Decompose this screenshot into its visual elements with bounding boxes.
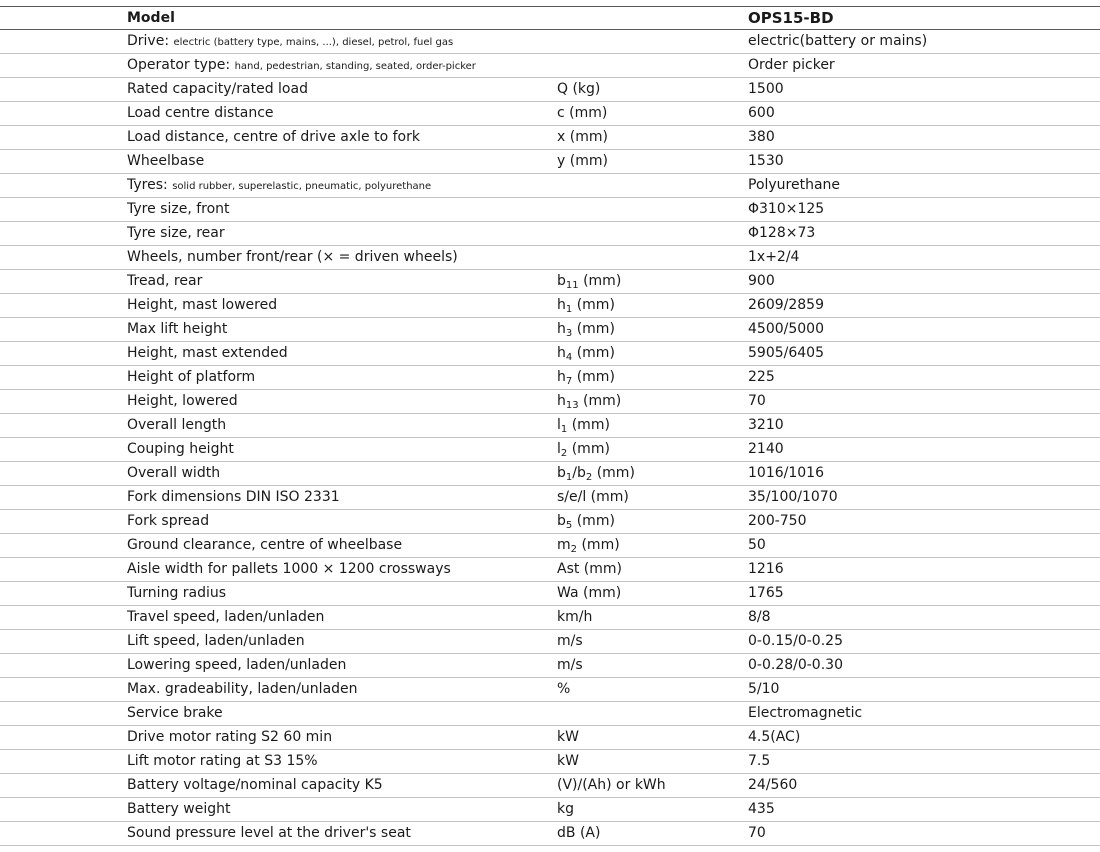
row-value: Φ128×73 [748, 225, 816, 241]
row-unit-unit-suffix: (mm) [572, 321, 615, 337]
row-label [127, 246, 458, 269]
table-row [0, 126, 1100, 150]
row-unit-unit-sub: 2 [560, 448, 568, 459]
row-unit [557, 606, 592, 629]
row-label [127, 510, 209, 533]
table-row [0, 318, 1100, 342]
table-row [0, 678, 1100, 702]
table-row [0, 534, 1100, 558]
row-unit [557, 126, 608, 149]
row-value: 600 [748, 105, 775, 121]
row-unit-unit: Ast (mm) [557, 561, 623, 577]
row-label-text: Height of platform [127, 369, 256, 385]
row-label [127, 678, 358, 701]
row-label-text: Ground clearance, centre of wheelbase [127, 537, 403, 553]
row-unit-unit: kg [557, 801, 574, 817]
row-unit-unit: l [557, 417, 561, 433]
spec-table [0, 6, 1100, 846]
row-label-text: Couping height [127, 441, 234, 457]
row-value: 4.5(AC) [748, 729, 801, 745]
table-row [0, 414, 1100, 438]
row-unit-unit: m/s [557, 633, 583, 649]
row-unit-unit-suffix: (mm) [577, 537, 620, 553]
row-label [127, 534, 402, 557]
header-model-label: Model [127, 10, 175, 26]
row-label-text: Lowering speed, laden/unladen [127, 657, 347, 673]
row-unit-unit: h [557, 393, 566, 409]
row-value: 1x+2/4 [748, 249, 800, 265]
row-unit [557, 294, 615, 317]
row-unit [557, 558, 622, 581]
row-unit [557, 150, 608, 173]
row-label-text: Load distance, centre of drive axle to fork [127, 129, 420, 145]
row-unit-unit-sub: 1 [560, 424, 568, 435]
row-label-text: Overall width [127, 465, 221, 481]
row-label [127, 822, 411, 845]
row-value: 4500/5000 [748, 321, 824, 337]
table-row [0, 462, 1100, 486]
table-row [0, 438, 1100, 462]
row-label [127, 294, 277, 317]
row-unit [557, 774, 666, 797]
row-label [127, 582, 226, 605]
row-unit-unit-suffix: (mm) [567, 441, 610, 457]
header-model-value: OPS15-BD [748, 9, 834, 27]
row-label-text: Travel speed, laden/unladen [127, 609, 325, 625]
row-label-text: Height, mast extended [127, 345, 288, 361]
row-unit [557, 414, 610, 437]
row-unit-unit: y (mm) [557, 153, 608, 169]
table-row [0, 558, 1100, 582]
row-value: 70 [748, 825, 766, 841]
table-row [0, 270, 1100, 294]
row-unit-unit: (V)/(Ah) or kWh [557, 777, 666, 793]
row-unit-unit-suffix: (mm) [572, 297, 615, 313]
row-label-text: Tyre size, rear [127, 225, 225, 241]
row-label-text: Load centre distance [127, 105, 274, 121]
row-label-text: Rated capacity/rated load [127, 81, 308, 97]
row-value: 200-750 [748, 513, 807, 529]
row-unit-unit-sub: 7 [565, 376, 573, 387]
row-unit-unit: h [557, 369, 566, 385]
row-unit-unit: Q (kg) [557, 81, 601, 97]
row-label [127, 558, 451, 581]
row-label [127, 150, 204, 173]
row-value: 1765 [748, 585, 784, 601]
row-unit-unit-mid: /b [572, 465, 586, 481]
row-label [127, 798, 230, 821]
row-value: 900 [748, 273, 775, 289]
row-unit [557, 342, 615, 365]
row-label [127, 318, 227, 341]
row-label-text: Battery voltage/nominal capacity K5 [127, 777, 383, 793]
row-value: 0-0.28/0-0.30 [748, 657, 843, 673]
row-unit [557, 366, 615, 389]
table-row [0, 822, 1100, 846]
row-label [127, 102, 274, 125]
row-value: 1016/1016 [748, 465, 824, 481]
row-label-text: Height, lowered [127, 393, 238, 409]
row-unit [557, 750, 579, 773]
row-value: Φ310×125 [748, 201, 825, 217]
row-label-text: Sound pressure level at the driver's seat [127, 825, 411, 841]
row-value: 1530 [748, 153, 784, 169]
row-unit-unit-sub: 11 [565, 280, 579, 291]
table-row [0, 510, 1100, 534]
row-unit-unit: m [557, 537, 571, 553]
row-unit [557, 78, 600, 101]
row-unit [557, 318, 615, 341]
row-unit-unit-suffix: (mm) [578, 273, 622, 289]
table-row [0, 102, 1100, 126]
row-value: 380 [748, 129, 775, 145]
row-unit-unit: kW [557, 729, 579, 745]
row-unit-unit-suffix: (mm) [572, 513, 615, 529]
row-unit-unit-sub: 1 [565, 472, 573, 483]
row-label-text: Tyres: [127, 177, 168, 193]
row-value: 0-0.15/0-0.25 [748, 633, 843, 649]
table-row [0, 750, 1100, 774]
row-unit-unit: c (mm) [557, 105, 608, 121]
row-label [127, 774, 383, 797]
row-unit-unit: h [557, 345, 566, 361]
row-unit-unit: Wa (mm) [557, 585, 622, 601]
row-unit [557, 462, 635, 485]
row-unit-unit: h [557, 297, 566, 313]
table-body [0, 30, 1100, 846]
table-row [0, 630, 1100, 654]
row-unit-unit-sub: 13 [565, 400, 579, 411]
row-value: 435 [748, 801, 775, 817]
row-value: Order picker [748, 57, 835, 73]
row-label-text: Lift speed, laden/unladen [127, 633, 305, 649]
row-value: 24/560 [748, 777, 798, 793]
row-label [127, 726, 332, 749]
row-label-text: Tyre size, front [127, 201, 230, 217]
row-value: 70 [748, 393, 766, 409]
row-unit [557, 630, 583, 653]
table-row [0, 78, 1100, 102]
row-label-text: Drive motor rating S2 60 min [127, 729, 333, 745]
row-label-text: Battery weight [127, 801, 231, 817]
row-label-text: Height, mast lowered [127, 297, 278, 313]
row-label-note: hand, pedestrian, standing, seated, order-picker [234, 61, 476, 72]
table-row [0, 774, 1100, 798]
row-unit [557, 390, 621, 413]
table-row [0, 342, 1100, 366]
row-unit-unit: b [557, 513, 566, 529]
row-unit-unit: b [557, 465, 566, 481]
row-unit-unit: kW [557, 753, 579, 769]
table-row [0, 54, 1100, 78]
row-unit-unit-suffix: (mm) [572, 345, 615, 361]
table-row [0, 198, 1100, 222]
row-unit-unit: h [557, 321, 566, 337]
table-row [0, 606, 1100, 630]
row-label-text: Operator type: [127, 57, 231, 73]
row-label [127, 630, 305, 653]
table-row [0, 582, 1100, 606]
row-unit-unit: m/s [557, 657, 583, 673]
row-unit-unit-suffix: (mm) [572, 369, 615, 385]
row-unit [557, 582, 621, 605]
row-label-text: Fork dimensions DIN ISO 2331 [127, 489, 340, 505]
row-label [127, 174, 431, 198]
table-row [0, 486, 1100, 510]
row-unit [557, 678, 570, 701]
row-value: 5/10 [748, 681, 780, 697]
row-value: 3210 [748, 417, 784, 433]
table-row [0, 366, 1100, 390]
row-value: 5905/6405 [748, 345, 824, 361]
row-label [127, 606, 324, 629]
row-unit-unit: x (mm) [557, 129, 608, 145]
row-unit-unit: dB (A) [557, 825, 601, 841]
row-value: 1500 [748, 81, 784, 97]
row-unit-unit-sub: 1 [565, 304, 573, 315]
row-label-text: Turning radius [127, 585, 227, 601]
row-label [127, 366, 255, 389]
row-value: 35/100/1070 [748, 489, 838, 505]
table-row [0, 390, 1100, 414]
row-label [127, 414, 226, 437]
row-label [127, 462, 220, 485]
row-unit-unit-suffix: (mm) [592, 465, 635, 481]
row-label-text: Wheelbase [127, 153, 205, 169]
row-label [127, 438, 234, 461]
row-unit-unit-sub: 5 [565, 520, 573, 531]
row-unit [557, 726, 579, 749]
table-row [0, 798, 1100, 822]
row-label-text: Wheels, number front/rear (× = driven wheels) [127, 249, 458, 265]
row-label-text: Service brake [127, 705, 223, 721]
row-value: Polyurethane [748, 177, 841, 193]
row-label-note: electric (battery type, mains, ...), diesel, petrol, fuel gas [173, 37, 454, 48]
row-label [127, 198, 230, 221]
row-label [127, 654, 346, 677]
row-unit [557, 534, 620, 557]
row-value: 8/8 [748, 609, 771, 625]
row-unit [557, 102, 607, 125]
row-value: 2609/2859 [748, 297, 824, 313]
row-value: 50 [748, 537, 766, 553]
row-label-text: Overall length [127, 417, 227, 433]
table-row [0, 222, 1100, 246]
row-label-text: Drive: [127, 33, 170, 49]
row-unit [557, 486, 629, 509]
row-label-text: Aisle width for pallets 1000 × 1200 crossways [127, 561, 451, 577]
row-unit-unit: s/e/l (mm) [557, 489, 629, 505]
row-unit [557, 438, 610, 461]
table-row [0, 654, 1100, 678]
row-unit [557, 510, 615, 533]
row-value: 225 [748, 369, 775, 385]
table-row [0, 246, 1100, 270]
row-label [127, 126, 420, 149]
row-unit [557, 270, 621, 293]
row-unit-unit-sub: 3 [565, 328, 573, 339]
table-row [0, 174, 1100, 198]
row-label-text: Lift motor rating at S3 15% [127, 753, 318, 769]
row-unit-unit: l [557, 441, 561, 457]
table-row [0, 702, 1100, 726]
table-row [0, 726, 1100, 750]
row-label [127, 270, 202, 293]
table-row [0, 30, 1100, 54]
row-value: 1216 [748, 561, 784, 577]
row-unit-unit-sub: 2 [570, 544, 578, 555]
row-value: 2140 [748, 441, 784, 457]
row-label-text: Fork spread [127, 513, 210, 529]
row-unit-unit-suffix: (mm) [567, 417, 610, 433]
table-header-row [0, 6, 1100, 30]
row-label-text: Max. gradeability, laden/unladen [127, 681, 358, 697]
row-unit-unit-suffix: (mm) [578, 393, 622, 409]
row-unit-unit: b [557, 273, 566, 289]
row-unit [557, 798, 574, 821]
row-label [127, 78, 308, 101]
row-unit-unit-sub: 4 [565, 352, 573, 363]
row-value: 7.5 [748, 753, 771, 769]
row-label [127, 30, 453, 54]
row-label [127, 54, 476, 78]
row-unit [557, 654, 583, 677]
row-unit-unit: km/h [557, 609, 593, 625]
table-row [0, 294, 1100, 318]
row-label [127, 342, 288, 365]
row-label-note: solid rubber, superelastic, pneumatic, polyurethane [172, 181, 432, 192]
row-label [127, 390, 238, 413]
row-label [127, 702, 223, 725]
row-label [127, 486, 340, 509]
row-unit [557, 822, 600, 845]
row-label-text: Tread, rear [127, 273, 203, 289]
row-label-text: Max lift height [127, 321, 228, 337]
table-row [0, 150, 1100, 174]
row-unit-unit-sub2: 2 [585, 472, 593, 483]
row-value: Electromagnetic [748, 705, 863, 721]
row-label [127, 750, 318, 773]
row-value: electric(battery or mains) [748, 33, 928, 49]
row-label [127, 222, 225, 245]
row-unit-unit: % [557, 681, 571, 697]
